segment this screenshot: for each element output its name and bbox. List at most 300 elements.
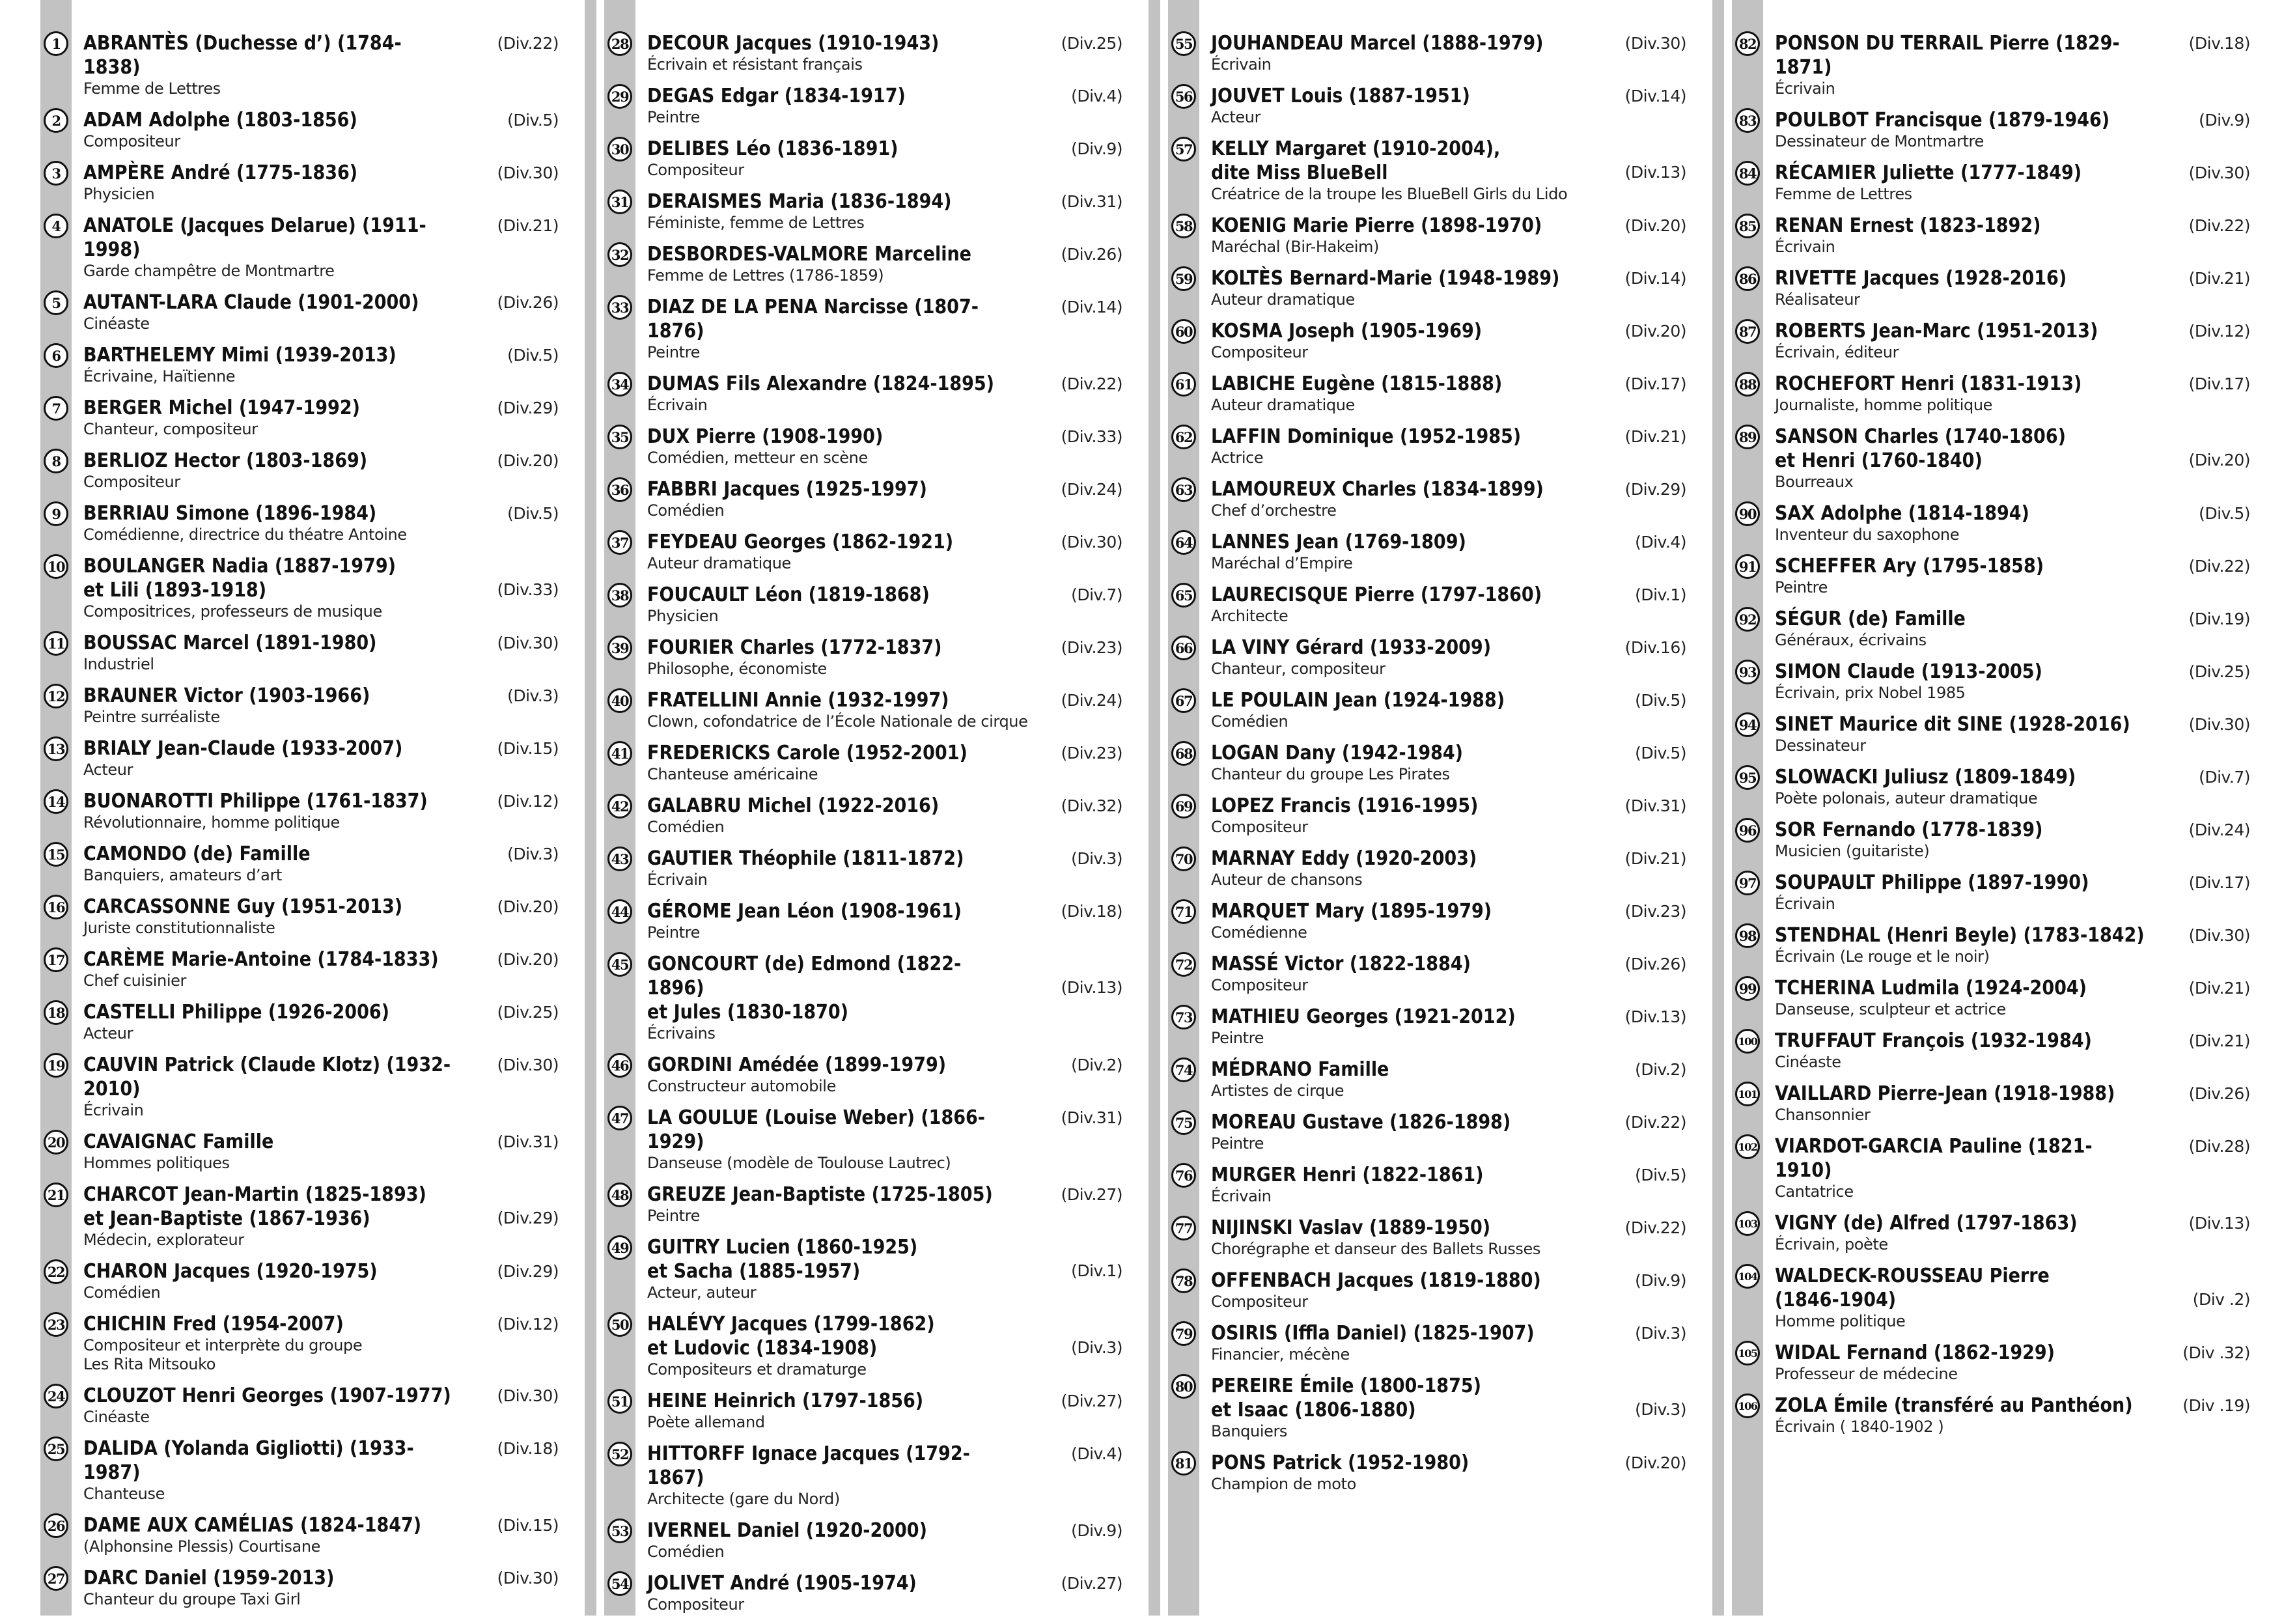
list-item [1732,1341,2255,1384]
entry-name: SINET Maurice dit SINE (1928-2016) [1775,713,2130,736]
entry-number: 59 [1171,266,1196,291]
entry-number: 23 [44,1312,68,1337]
list-item [1732,1393,2255,1436]
entry-name: GAUTIER Théophile (1811-1872) [647,847,964,870]
list-item [1168,1374,1692,1441]
entry-name: LA GOULUE (Louise Weber) (1866-1929) [647,1106,986,1153]
entry-number: 4 [44,214,68,238]
entry-name: IVERNEL Daniel (1920-2000) [647,1519,927,1542]
entry-number: 71 [1171,899,1196,924]
entry-number: 80 [1171,1374,1196,1399]
entry-description: Comédien [647,818,725,836]
list-item [604,189,1128,232]
entry-number: 36 [607,477,632,502]
entry-number: 106 [1735,1393,1760,1418]
entry-number: 45 [607,952,632,977]
list-item [40,31,564,98]
entry-name: CARCASSONNE Guy (1951-2013) [83,895,403,918]
list-item [604,794,1128,837]
entry-number: 73 [1171,1005,1196,1029]
entry-division: (Div.21) [1624,427,1686,446]
list-item [1732,425,2255,492]
entry-number: 8 [44,449,68,473]
entry-description: Écrivain [1211,1187,1272,1205]
entry-number: 5 [44,290,68,315]
list-item [1168,1163,1692,1206]
entry-number: 87 [1735,319,1760,344]
entry-name: TCHERINA Ludmila (1924-2004) [1775,977,2087,1000]
entry-description: Peintre [1211,1029,1264,1047]
entry-number: 22 [44,1259,68,1284]
list-item [1732,871,2255,914]
list-item [1168,1005,1692,1048]
entry-description: Banquiers [1211,1422,1288,1440]
entry-name: GÉROME Jean Léon (1908-1961) [647,900,962,923]
entry-name: DAME AUX CAMÉLIAS (1824-1847) [83,1514,422,1537]
list-item [604,1442,1128,1509]
list-item [40,290,564,333]
entry-name: CAUVIN Patrick (Claude Klotz) (1932-2010) [83,1054,451,1100]
entry-division: (Div.20) [497,451,559,470]
entry-division: (Div.30) [2188,163,2250,182]
list-item [1732,554,2255,597]
entry-division: (Div.12) [2188,322,2250,341]
entry-number: 33 [607,295,632,320]
entry-name: AUTANT-LARA Claude (1901-2000) [83,291,419,314]
entry-name: GONCOURT (de) Edmond (1822-1896) et Jules (1830-1870) [647,953,962,1024]
entry-description: Dessinateur [1775,736,1866,755]
entry-description: Peintre [1211,1134,1264,1153]
entry-division: (Div.13) [2188,1214,2250,1233]
entry-number: 40 [607,688,632,713]
entry-division: (Div.25) [1061,34,1122,53]
entry-description: Compositeur [647,1595,744,1614]
list-item [604,1183,1128,1225]
column-3 [1128,0,1692,1616]
list-item [1168,1216,1692,1259]
entry-description: Maréchal d’Empire [1211,554,1353,572]
entry-number: 11 [44,631,68,656]
entry-division: (Div.17) [1624,374,1686,393]
entry-name: CHICHIN Fred (1954-2007) [83,1313,344,1336]
entry-description: Femme de Lettres [1775,185,1912,203]
entry-description: Généraux, écrivains [1775,631,1927,649]
entry-division: (Div.20) [497,950,559,969]
entry-description: Chanteuse [83,1485,165,1503]
entry-division: (Div.27) [1061,1392,1122,1410]
entry-name: MASSÉ Victor (1822-1884) [1211,953,1471,975]
entry-division: (Div.5) [1635,744,1686,763]
list-item [604,477,1128,520]
entry-division: (Div.30) [497,1386,559,1405]
entry-name: LANNES Jean (1769-1809) [1211,531,1466,553]
entry-division: (Div.3) [1635,1324,1686,1343]
entry-name: LAMOUREUX Charles (1834-1899) [1211,478,1544,501]
entry-division: (Div.5) [507,346,559,365]
entry-number: 34 [607,372,632,397]
list-item [604,425,1128,468]
entry-number: 68 [1171,741,1196,766]
entry-name: SLOWACKI Juliusz (1809-1849) [1775,766,2076,789]
entry-name: DERAISMES Maria (1836-1894) [647,190,952,213]
entry-name: SCHEFFER Ary (1795-1858) [1775,555,2044,578]
entry-division: (Div.23) [1061,744,1122,763]
entry-number: 25 [44,1436,68,1461]
entry-name: LA VINY Gérard (1933-2009) [1211,636,1492,659]
entry-description: Architecte (gare du Nord) [647,1490,840,1508]
entry-division: (Div .32) [2182,1343,2250,1362]
entry-number: 51 [607,1389,632,1414]
entry-name: BERRIAU Simone (1896-1984) [83,502,377,525]
entry-number: 42 [607,794,632,819]
entry-division: (Div.29) [497,399,559,417]
entry-name: ROBERTS Jean-Marc (1951-2013) [1775,320,2098,343]
entry-number: 65 [1171,583,1196,608]
entry-number: 88 [1735,372,1760,397]
entry-number: 41 [607,741,632,766]
entry-name: SANSON Charles (1740-1806) et Henri (1760-1840) [1775,425,2066,472]
entry-number: 82 [1735,31,1760,56]
entry-name: VIARDOT-GARCIA Pauline (1821-1910) [1775,1135,2093,1182]
entry-division: (Div.26) [497,293,559,312]
list-item [1168,1321,1692,1364]
entry-description: Compositeur [1211,818,1308,836]
entry-division: (Div.15) [497,739,559,758]
entry-name: KELLY Margaret (1910-2004), dite Miss BlueBell [1211,137,1501,184]
entry-description: Chanteuse américaine [647,765,818,783]
entry-division: (Div.25) [497,1003,559,1022]
entry-description: Écrivain (Le rouge et le noir) [1775,947,1990,966]
entry-name: SÉGUR (de) Famille [1775,608,1966,630]
entry-description: Écrivain, poète [1775,1235,1888,1253]
entry-list [40,31,564,1619]
entry-name: JOLIVET André (1905-1974) [647,1572,917,1595]
entry-name: POULBOT Francisque (1879-1946) [1775,109,2110,132]
entry-number: 58 [1171,214,1196,238]
entry-division: (Div.27) [1061,1185,1122,1204]
entry-description: Architecte [1211,607,1288,625]
entry-division: (Div.24) [2188,820,2250,839]
entry-number: 77 [1171,1216,1196,1240]
entry-number: 44 [607,899,632,924]
entry-name: MARQUET Mary (1895-1979) [1211,900,1492,923]
list-item [1168,84,1692,127]
entry-division: (Div.30) [1061,533,1122,552]
entry-division: (Div.3) [507,686,559,705]
entry-number: 66 [1171,636,1196,660]
entry-name: RENAN Ernest (1823-1892) [1775,214,2041,237]
entry-name: WALDECK-ROUSSEAU Pierre (1846-1904) [1775,1265,2050,1311]
entry-number: 100 [1735,1029,1760,1054]
list-item [604,1053,1128,1096]
entry-number: 96 [1735,818,1760,843]
entry-name: HITTORFF Ignace Jacques (1792-1867) [647,1442,970,1489]
list-item [1732,1029,2255,1072]
list-item [40,161,564,204]
entry-name: BERLIOZ Hector (1803-1869) [83,449,368,472]
entry-number: 1 [44,31,68,56]
entry-description: Peintre [1775,578,1828,596]
entry-description: Comédien, metteur en scène [647,449,868,467]
entry-description: Écrivaine, Haïtienne [83,367,236,385]
entry-division: (Div.22) [497,34,559,53]
entry-division: (Div.5) [1635,691,1686,710]
entry-division: (Div.3) [1635,1400,1686,1419]
entry-number: 30 [607,137,632,161]
entry-division: (Div.21) [2188,1031,2250,1050]
list-item [604,137,1128,180]
list-item [40,396,564,439]
column-2 [564,0,1128,1616]
entry-number: 32 [607,242,632,267]
list-item [40,1436,564,1504]
entry-division: (Div.30) [2188,715,2250,734]
entry-division: (Div.18) [1061,902,1122,921]
list-item [1168,530,1692,573]
entry-name: SIMON Claude (1913-2005) [1775,660,2042,683]
list-item [604,1312,1128,1379]
entry-name: BUONAROTTI Philippe (1761-1837) [83,790,428,813]
entry-number: 91 [1735,554,1760,579]
entry-description: Chansonnier [1775,1106,1871,1124]
entry-description: Auteur dramatique [647,554,791,572]
entry-number: 14 [44,789,68,814]
entry-number: 103 [1735,1211,1760,1236]
list-item [604,1571,1128,1614]
entry-number: 10 [44,554,68,579]
entry-number: 84 [1735,161,1760,186]
list-item [1168,636,1692,679]
column-strip-edge [1149,0,1160,1616]
list-item [1168,583,1692,626]
list-item [1732,712,2255,755]
list-item [1168,741,1692,784]
list-item [40,842,564,885]
entry-description: Philosophe, économiste [647,660,827,678]
entry-number: 75 [1171,1110,1196,1135]
entry-number: 104 [1735,1264,1760,1289]
list-item [40,736,564,779]
list-item [40,789,564,832]
column-strip-edge [1712,0,1724,1616]
entry-number: 27 [44,1566,68,1591]
list-item [1168,214,1692,257]
entry-name: KOLTÈS Bernard-Marie (1948-1989) [1211,267,1560,290]
entry-division: (Div.20) [1624,322,1686,341]
entry-number: 95 [1735,765,1760,790]
entry-description: Professeur de médecine [1775,1365,1958,1383]
entry-division: (Div.28) [2188,1137,2250,1156]
entry-number: 46 [607,1053,632,1078]
list-item [40,1053,564,1120]
entry-number: 83 [1735,108,1760,133]
entry-division: (Div.20) [2188,451,2250,469]
list-item [1168,1057,1692,1100]
entry-number: 101 [1735,1082,1760,1106]
entry-name: KOSMA Joseph (1905-1969) [1211,320,1483,343]
entry-division: (Div.13) [1061,978,1122,997]
entry-description: Hommes politiques [83,1154,230,1172]
entry-division: (Div.9) [1071,139,1122,158]
entry-description: Peintre [647,923,700,942]
list-item [40,947,564,990]
entry-number: 86 [1735,266,1760,291]
entry-division: (Div.17) [2188,873,2250,892]
list-item [604,1235,1128,1302]
entry-division: (Div.9) [1071,1521,1122,1540]
entry-description: Auteur dramatique [1211,290,1355,309]
entry-description: Comédien [647,501,725,520]
entry-name: STENDHAL (Henri Beyle) (1783-1842) [1775,924,2145,947]
list-item [40,1513,564,1556]
entry-name: VIGNY (de) Alfred (1797-1863) [1775,1212,2078,1235]
entry-division: (Div.13) [1624,163,1686,182]
entry-number: 7 [44,396,68,421]
entry-description: Écrivain ( 1840-1902 ) [1775,1418,1944,1436]
entry-name: LABICHE Eugène (1815-1888) [1211,372,1503,395]
entry-division: (Div.23) [1624,902,1686,921]
entry-description: Femme de Lettres [83,79,221,98]
entry-name: BOULANGER Nadia (1887-1979) et Lili (1893-1918) [83,555,396,602]
entry-description: Chanteur du groupe Les Pirates [1211,765,1450,783]
entry-name: JOUHANDEAU Marcel (1888-1979) [1211,32,1544,55]
entry-division: (Div.33) [497,580,559,599]
list-item [40,1130,564,1173]
entry-division: (Div.4) [1635,533,1686,552]
entry-division: (Div.3) [1071,849,1122,868]
entry-division: (Div.30) [2188,926,2250,945]
entry-description: Danseuse, sculpteur et actrice [1775,1000,2006,1018]
list-item [40,214,564,281]
entry-division: (Div.22) [1624,1218,1686,1237]
entry-description: Cantatrice [1775,1183,1854,1201]
entry-name: DEGAS Edgar (1834-1917) [647,85,906,107]
entry-name: DELIBES Léo (1836-1891) [647,137,898,160]
entry-name: FOUCAULT Léon (1819-1868) [647,583,930,606]
entry-number: 53 [607,1519,632,1543]
entry-division: (Div.15) [497,1516,559,1535]
entry-description: Bourreaux [1775,473,1854,491]
entry-name: GORDINI Amédée (1899-1979) [647,1054,947,1076]
column-4 [1692,0,2255,1616]
list-item [1168,1110,1692,1153]
entry-division: (Div.22) [1624,1113,1686,1132]
list-item [1732,214,2255,257]
entry-name: DARC Daniel (1959-2013) [83,1567,335,1589]
entry-division: (Div.16) [1624,638,1686,657]
entry-description: Écrivain [1775,895,1835,913]
list-item [1168,952,1692,995]
entry-division: (Div.21) [1624,849,1686,868]
entry-number: 20 [44,1130,68,1155]
list-item [604,741,1128,784]
entry-division: (Div.25) [2188,662,2250,681]
entry-division: (Div.7) [1071,585,1122,604]
entry-list [1168,31,1692,1504]
list-item [604,952,1128,1043]
entry-division: (Div.31) [497,1132,559,1151]
entry-description: Révolutionnaire, homme politique [83,813,340,832]
entry-division: (Div.4) [1071,87,1122,105]
entry-division: (Div.29) [497,1262,559,1281]
entry-name: WIDAL Fernand (1862-1929) [1775,1341,2055,1364]
entry-number: 48 [607,1183,632,1207]
list-item [1732,319,2255,362]
entry-name: LAURECISQUE Pierre (1797-1860) [1211,583,1542,606]
list-item [40,449,564,492]
list-item [40,1000,564,1043]
list-item [1732,31,2255,98]
entry-description: Acteur, auteur [647,1283,757,1302]
entry-number: 15 [44,842,68,867]
entry-division: (Div.5) [1635,1166,1686,1184]
list-item [1168,899,1692,942]
list-item [40,1183,564,1250]
list-item [604,583,1128,626]
entry-division: (Div.21) [2188,979,2250,998]
entry-name: CARÈME Marie-Antoine (1784-1833) [83,948,439,971]
list-item [1732,1082,2255,1125]
entry-name: LOGAN Dany (1942-1984) [1211,742,1464,764]
list-item [1732,607,2255,650]
entry-name: FRATELLINI Annie (1932-1997) [647,689,949,712]
entry-description: Compositrices, professeurs de musique [83,602,382,621]
entry-number: 74 [1171,1057,1196,1082]
entry-name: TRUFFAUT François (1932-1984) [1775,1029,2092,1052]
list-item [604,688,1128,731]
entry-number: 17 [44,947,68,972]
entry-description: Créatrice de la troupe les BlueBell Girls du Lido [1211,185,1568,203]
entry-description: Actrice [1211,449,1264,467]
entry-name: FREDERICKS Carole (1952-2001) [647,742,968,764]
entry-name: DUX Pierre (1908-1990) [647,425,884,448]
entry-name: OSIRIS (Iffla Daniel) (1825-1907) [1211,1322,1535,1345]
entry-name: DALIDA (Yolanda Gigliotti) (1933-1987) [83,1437,414,1484]
entry-description: Chanteur, compositeur [1211,660,1386,678]
entry-number: 90 [1735,501,1760,526]
entry-name: NIJINSKI Vaslav (1889-1950) [1211,1216,1491,1239]
list-item [1168,31,1692,74]
list-item [1732,1211,2255,1254]
column-1 [0,0,564,1616]
entry-name: VAILLARD Pierre-Jean (1918-1988) [1775,1082,2115,1105]
entry-description: Homme politique [1775,1312,1906,1330]
entry-division: (Div.24) [1061,480,1122,499]
entry-division: (Div.20) [1624,216,1686,235]
list-item [40,684,564,727]
entry-name: LOPEZ Francis (1916-1995) [1211,794,1479,817]
entry-description: Écrivain [1211,55,1272,74]
entry-name: GREUZE Jean-Baptiste (1725-1805) [647,1183,993,1206]
entry-description: Poète allemand [647,1413,765,1431]
list-item [1168,137,1692,204]
entry-name: MARNAY Eddy (1920-2003) [1211,847,1477,870]
entry-description: Écrivains [647,1024,716,1043]
entry-name: BRAUNER Victor (1903-1966) [83,684,370,707]
list-item [40,631,564,674]
entry-number: 62 [1171,425,1196,449]
entry-division: (Div.12) [497,1315,559,1334]
entry-number: 98 [1735,923,1760,948]
entry-number: 9 [44,501,68,526]
list-item [1732,765,2255,808]
entry-description: Réalisateur [1775,290,1860,309]
entry-division: (Div.22) [2188,216,2250,235]
entry-number: 81 [1171,1451,1196,1476]
entry-number: 56 [1171,84,1196,109]
entry-number: 64 [1171,530,1196,555]
entry-description: Acteur [83,761,133,779]
